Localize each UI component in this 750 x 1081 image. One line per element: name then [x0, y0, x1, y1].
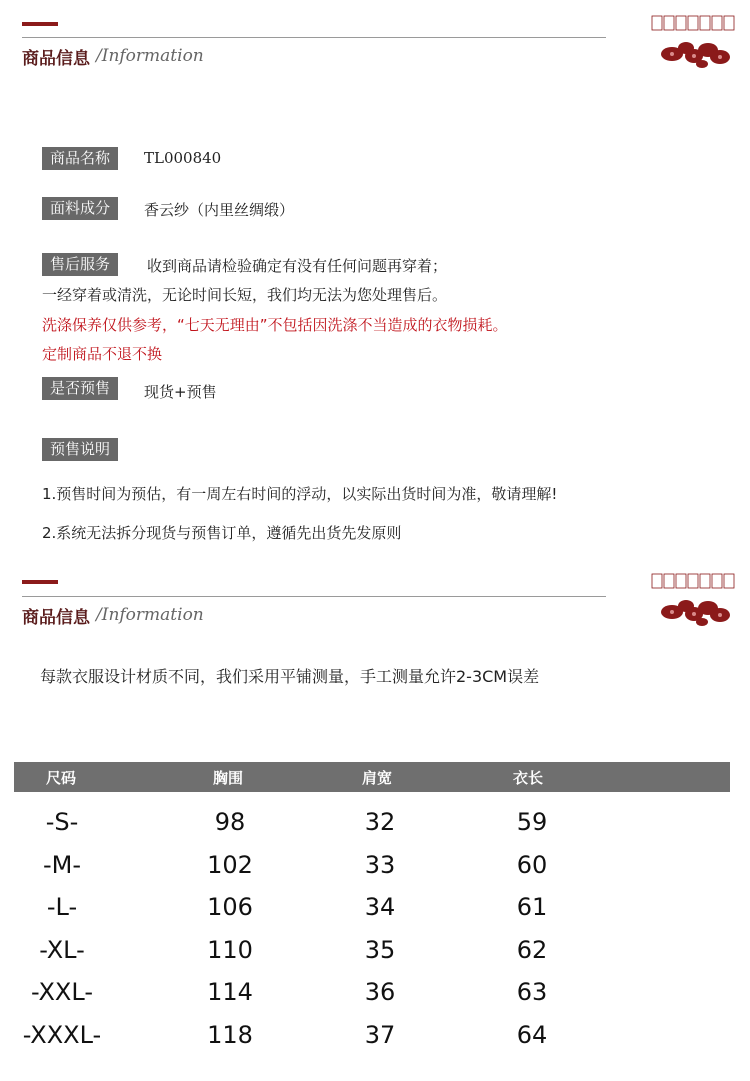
after-sales-line-3: 洗涤保养仅供参考，“七天无理由”不包括因洗涤不当造成的衣物损耗。 [42, 316, 508, 334]
after-sales-line-2: 一经穿着或清洗，无论时间长短，我们均无法为您处理售后。 [42, 286, 448, 304]
floral-seal-logo-icon [650, 568, 740, 628]
presale-desc-line-1: 1.预售时间为预估，有一周左右时间的浮动，以实际出货时间为准，敬请理解! [42, 485, 558, 503]
section-subtitle: /Information [96, 605, 204, 625]
section-accent-bar [22, 580, 58, 584]
shoulder-cell: 35 [364, 935, 396, 964]
bust-cell: 106 [207, 893, 253, 921]
bust-cell: 98 [214, 808, 246, 836]
section-accent-bar [22, 22, 58, 26]
length-cell: 64 [516, 1020, 548, 1049]
label-presale-desc: 预售说明 [42, 438, 118, 461]
after-sales-line-1: 收到商品请检验确定有没有任何问题再穿着； [147, 257, 448, 275]
length-cell: 60 [516, 850, 548, 879]
presale-desc-line-2: 2.系统无法拆分现货与预售订单，遵循先出货先发原则 [42, 524, 402, 542]
size-cell: -XL- [39, 935, 85, 964]
label-after-sales: 售后服务 [42, 253, 118, 276]
length-cell: 63 [516, 978, 548, 1006]
length-cell: 59 [516, 808, 548, 836]
section-title: 商品信息 [22, 49, 90, 69]
section-divider [22, 37, 606, 38]
product-name-value: TL000840 [144, 149, 222, 167]
size-cell: -XXL- [31, 978, 93, 1006]
fabric-value: 香云纱（内里丝绸缎） [144, 201, 295, 219]
bust-cell: 114 [207, 978, 253, 1006]
shoulder-cell: 32 [364, 808, 396, 836]
size-cell: -M- [42, 850, 82, 879]
label-presale: 是否预售 [42, 377, 118, 400]
size-cell: -L- [46, 893, 78, 921]
shoulder-cell: 37 [364, 1020, 396, 1049]
header-size: 尺码 [46, 769, 77, 787]
header-bust: 胸围 [213, 769, 244, 787]
bust-cell: 102 [207, 850, 253, 879]
floral-seal-logo-icon [650, 10, 740, 70]
label-product-name: 商品名称 [42, 147, 118, 170]
presale-value: 现货+预售 [144, 383, 217, 401]
header-shoulder: 肩宽 [362, 769, 393, 787]
measurement-note: 每款衣服设计材质不同，我们采用平铺测量，手工测量允许2-3CM误差 [40, 667, 540, 686]
size-cell: -S- [45, 808, 79, 836]
section-title: 商品信息 [22, 608, 90, 628]
section-divider [22, 596, 606, 597]
bust-cell: 118 [207, 1020, 253, 1049]
after-sales-line-4: 定制商品不退不换 [42, 345, 163, 363]
length-cell: 61 [516, 893, 548, 921]
section-subtitle: /Information [96, 46, 204, 66]
size-cell: -XXXL- [22, 1020, 102, 1049]
shoulder-cell: 34 [364, 893, 396, 921]
header-length: 衣长 [513, 769, 544, 787]
shoulder-cell: 36 [364, 978, 396, 1006]
bust-cell: 110 [207, 935, 253, 964]
length-cell: 62 [516, 935, 548, 964]
shoulder-cell: 33 [364, 850, 396, 879]
label-fabric: 面料成分 [42, 197, 118, 220]
